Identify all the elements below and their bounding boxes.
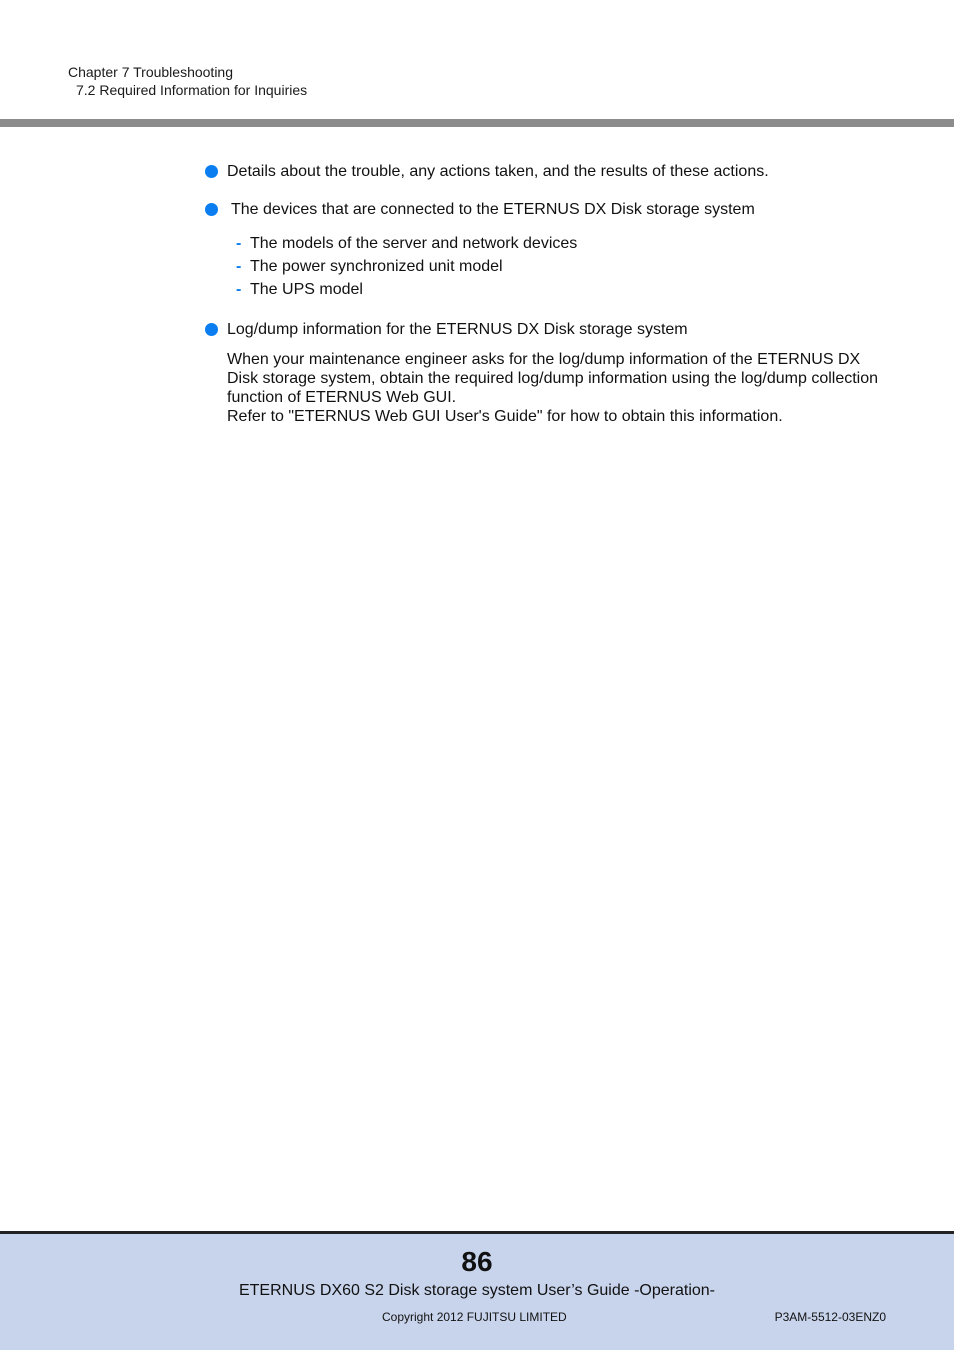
- dash-bullet-icon: -: [236, 258, 242, 275]
- bullet-dot-icon: [205, 323, 218, 336]
- header-rule: [0, 119, 954, 127]
- list-item: [236, 278, 895, 301]
- page-number: 86: [461, 1246, 493, 1277]
- dash-bullet-icon: -: [236, 235, 242, 252]
- bullet-text: Details about the trouble, any actions taken, and the results of these actions.: [227, 163, 769, 180]
- paragraph-line: When your maintenance engineer asks for the log/dump information of the ETERNUS DX: [227, 351, 861, 368]
- guide-title: ETERNUS DX60 S2 Disk storage system User’s Guide -Operation-: [238, 1282, 715, 1299]
- main-content: [205, 160, 895, 426]
- chapter-title: Chapter 7 Troubleshooting: [68, 64, 233, 80]
- bullet-item-trouble-details: [205, 162, 895, 181]
- bullet-text: Log/dump information for the ETERNUS DX Disk storage system: [227, 321, 688, 338]
- bullet-item-connected-devices: [205, 200, 895, 219]
- list-item-text: The UPS model: [250, 281, 363, 298]
- paragraph-line: Refer to "ETERNUS Web GUI User's Guide" for how to obtain this information.: [227, 408, 783, 425]
- bullet-dot-icon: [205, 203, 218, 216]
- section-title: 7.2 Required Information for Inquiries: [76, 82, 308, 98]
- document-number: P3AM-5512-03ENZ0: [774, 1310, 886, 1324]
- list-item: [236, 232, 895, 255]
- running-header: [68, 63, 307, 99]
- page-footer: [0, 1231, 954, 1350]
- connected-devices-sublist: [205, 232, 895, 301]
- dash-bullet-icon: -: [236, 281, 242, 298]
- log-dump-paragraph: [205, 350, 895, 426]
- bullet-dot-icon: [205, 165, 218, 178]
- paragraph-line: Disk storage system, obtain the required log/dump information using the log/dump collection: [227, 370, 879, 387]
- bullet-item-log-dump: [205, 320, 895, 339]
- paragraph-line: function of ETERNUS Web GUI.: [227, 389, 457, 406]
- copyright-text: Copyright 2012 FUJITSU LIMITED: [382, 1310, 567, 1324]
- list-item-text: The models of the server and network devices: [250, 235, 578, 252]
- bullet-text: The devices that are connected to the ETERNUS DX Disk storage system: [231, 201, 755, 218]
- list-item: [236, 255, 895, 278]
- list-item-text: The power synchronized unit model: [250, 258, 503, 275]
